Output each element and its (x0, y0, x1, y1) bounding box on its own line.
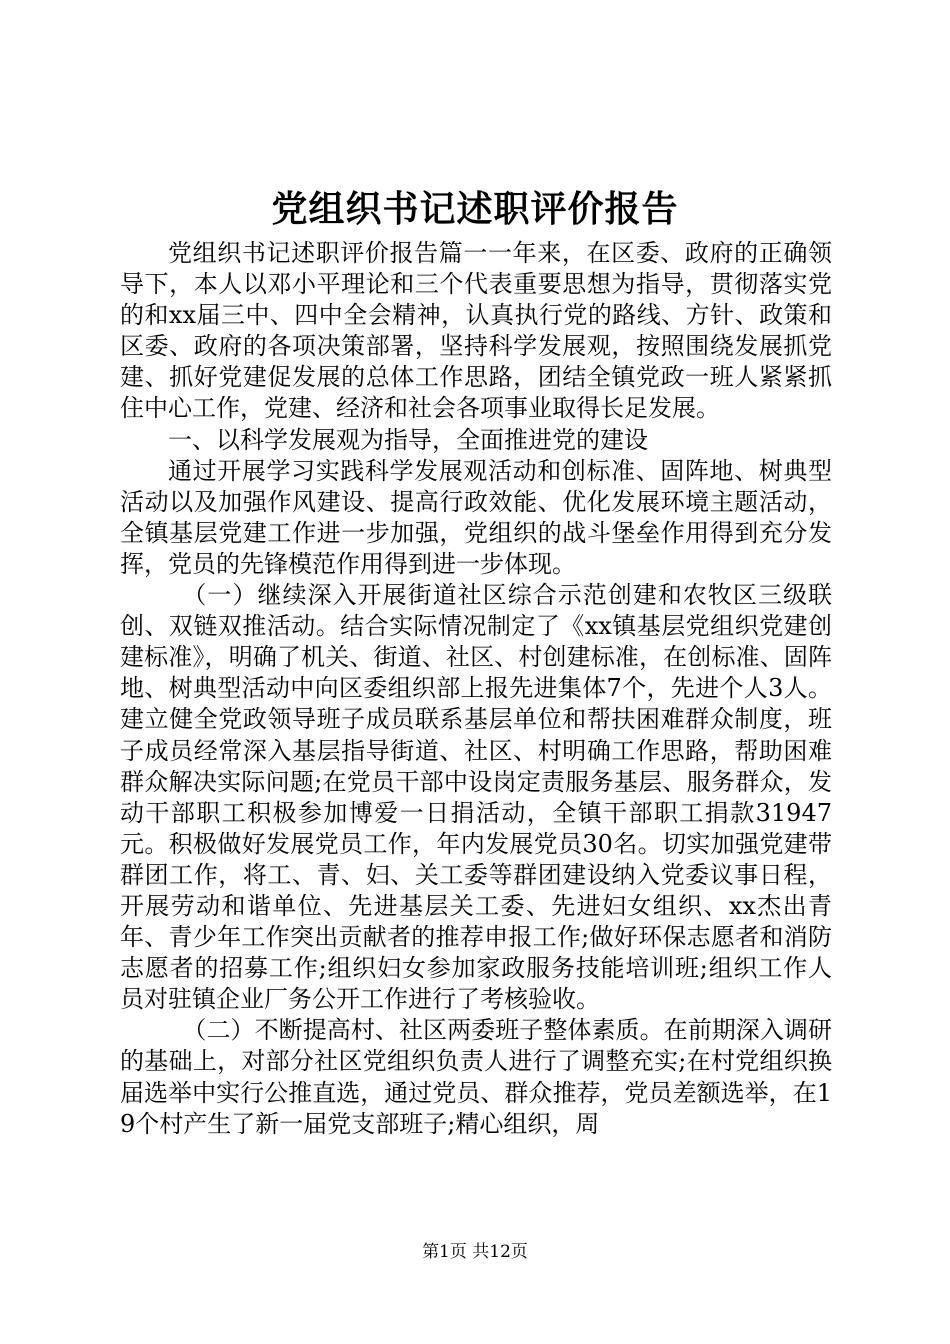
subsection-paragraph-2: （二）不断提高村、社区两委班子整体素质。在前期深入调研的基础上，对部分社区党组织负责人进行了调整充实;在村党组织换届选举中实行公推直选，通过党员、群众推荐，党员差额选举，在19个村产生了新一届党支部班子;精心组织，周 (120, 1016, 832, 1138)
subsection-paragraph-1: （一）继续深入开展街道社区综合示范创建和农牧区三级联创、双链双推活动。结合实际情况制定了《xx镇基层党组织党建创建标准》，明确了机关、街道、社区、村创建标准，在创标准、固阵地、树典型活动中向区委组织部上报先进集体7个，先进个人3人。建立健全党政领导班子成员联系基层单位和帮扶困难群众制度，班子成员经常深入基层指导街道、社区、村明确工作思路，帮助困难群众解决实际问题;在党员干部中设岗定责服务基层、服务群众，发动干部职工积极参加博爱一日捐活动，全镇干部职工捐款31947元。积极做好发展党员工作，年内发展党员30名。切实加强党建带群团工作，将工、青、妇、关工委等群团建设纳入党委议事日程，开展劳动和谐单位、先进基层关工委、先进妇女组织、xx杰出青年、青少年工作突出贡献者的推荐申报工作;做好环保志愿者和消防志愿者的招募工作;组织妇女参加家政服务技能培训班;组织工作人员对驻镇企业厂务公开工作进行了考核验收。 (120, 581, 832, 1014)
document-title: 党组织书记述职评价报告 (271, 188, 679, 230)
intro-paragraph: 党组织书记述职评价报告篇一一年来，在区委、政府的正确领导下，本人以邓小平理论和三个代表重要思想为指导，贯彻落实党的和xx届三中、四中全会精神，认真执行党的路线、方针、政策和区委、政府的各项决策部署，坚持科学发展观，按照围绕发展抓党建、抓好党建促发展的总体工作思路，团结全镇党政一班人紧紧抓住中心工作，党建、经济和社会各项事业取得长足发展。 (120, 239, 832, 423)
section-heading: 一、以科学发展观为指导，全面推进党的建设 (168, 425, 648, 454)
document-body (120, 238, 832, 1140)
section-paragraph: 通过开展学习实践科学发展观活动和创标准、固阵地、树典型活动以及加强作风建设、提高行政效能、优化发展环境主题活动，全镇基层党建工作进一步加强，党组织的战斗堡垒作用得到充分发挥，党员的先锋模范作用得到进一步体现。 (120, 456, 832, 578)
page-number: 第1页 共12页 (422, 1242, 528, 1262)
